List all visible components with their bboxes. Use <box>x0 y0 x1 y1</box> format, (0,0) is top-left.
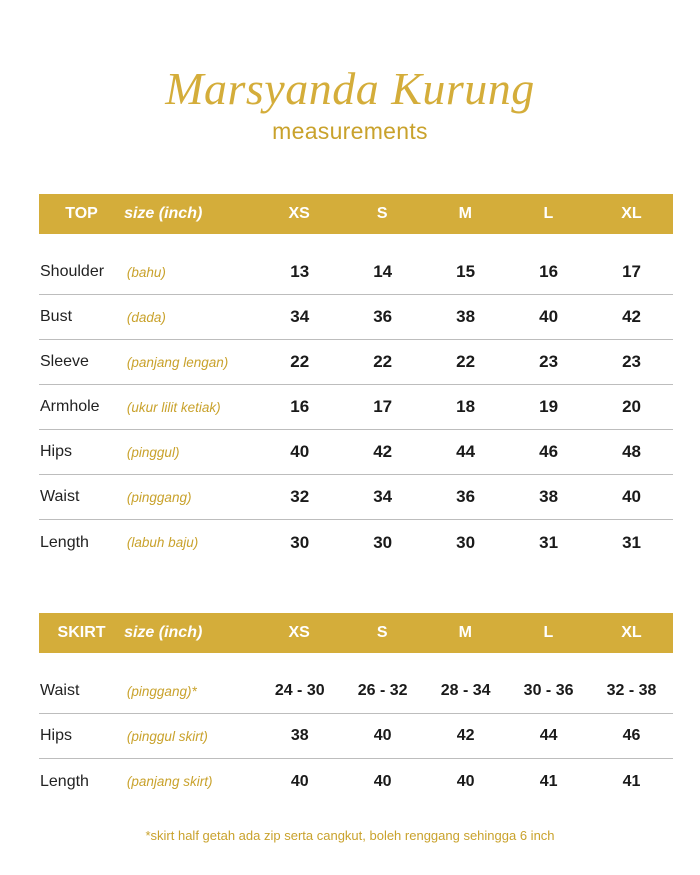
size-value: 40 <box>622 487 641 506</box>
row-note: (panjang skirt) <box>126 774 213 789</box>
row-label: Shoulder <box>40 263 105 280</box>
size-value: 38 <box>456 307 476 326</box>
top-header-size-s: S <box>376 205 388 222</box>
size-value: 28 - 34 <box>440 682 491 699</box>
page-title: Marsyanda Kurung <box>165 63 535 114</box>
size-value: 41 <box>622 772 641 790</box>
row-label: Waist <box>40 488 80 505</box>
size-value: 22 <box>373 352 393 371</box>
size-value: 32 - 38 <box>606 682 657 699</box>
size-value: 36 <box>456 487 476 506</box>
size-value: 42 <box>456 727 475 744</box>
skirt-size-table <box>39 613 673 804</box>
size-value: 40 <box>539 307 559 326</box>
size-value: 17 <box>622 262 641 281</box>
top-header-unit: size (inch) <box>124 205 203 222</box>
size-value: 40 <box>373 727 392 744</box>
size-value: 22 <box>456 352 476 371</box>
skirt-header-size-l: L <box>543 624 554 641</box>
row-label: Length <box>40 772 89 790</box>
size-value: 30 - 36 <box>523 682 574 699</box>
top-header-size-xs: XS <box>288 205 310 222</box>
size-value: 30 <box>290 532 310 552</box>
size-value: 30 <box>456 532 476 552</box>
size-value: 44 <box>456 442 476 461</box>
size-value: 46 <box>622 727 641 744</box>
table-row <box>39 385 673 430</box>
size-value: 22 <box>290 352 310 371</box>
row-note: (labuh baju) <box>126 535 199 550</box>
size-value: 42 <box>373 442 393 461</box>
size-value: 18 <box>456 397 476 416</box>
row-label: Hips <box>40 443 73 460</box>
size-value: 46 <box>539 442 559 461</box>
size-value: 41 <box>539 772 558 790</box>
skirt-table-header <box>39 613 673 653</box>
size-value: 31 <box>539 532 559 552</box>
row-label: Armhole <box>40 398 100 415</box>
size-value: 16 <box>539 262 559 281</box>
size-value: 26 - 32 <box>357 682 408 699</box>
size-value: 32 <box>290 487 310 506</box>
page-subtitle: measurements <box>272 118 428 144</box>
skirt-table-rows <box>39 669 673 804</box>
size-value: 34 <box>290 307 310 326</box>
row-note: (pinggang) <box>126 489 192 505</box>
size-value: 34 <box>373 487 393 506</box>
row-label: Hips <box>40 727 73 744</box>
size-value: 38 <box>539 487 559 506</box>
size-value: 14 <box>373 262 393 281</box>
skirt-header-size-xs: XS <box>288 624 310 641</box>
top-size-table <box>39 194 673 565</box>
top-header-size-m: M <box>458 205 472 222</box>
skirt-header-size-m: M <box>458 624 472 641</box>
row-label: Length <box>40 533 89 551</box>
row-label: Waist <box>40 682 80 699</box>
table-row <box>39 714 673 759</box>
top-table-header <box>39 194 673 234</box>
table-row <box>39 250 673 295</box>
skirt-header-unit: size (inch) <box>124 624 203 641</box>
row-note: (pinggul) <box>126 444 180 460</box>
size-value: 48 <box>622 442 641 461</box>
footnote: *skirt half getah ada zip serta cangkut, boleh renggang sehingga 6 inch <box>145 828 555 843</box>
size-value: 31 <box>622 532 641 552</box>
table-row <box>39 669 673 714</box>
table-row <box>39 759 673 804</box>
row-note: (panjang lengan) <box>126 354 229 370</box>
size-value: 40 <box>290 442 310 461</box>
size-value: 30 <box>373 532 393 552</box>
top-header-size-l: L <box>543 205 554 222</box>
top-header-size-xl: XL <box>621 205 642 222</box>
size-value: 38 <box>290 727 309 744</box>
size-value: 36 <box>373 307 393 326</box>
size-value: 23 <box>622 352 641 371</box>
skirt-header-label: SKIRT <box>57 624 106 641</box>
size-value: 13 <box>290 262 310 281</box>
table-row <box>39 475 673 520</box>
row-note: (bahu) <box>126 264 166 280</box>
size-value: 16 <box>290 397 310 416</box>
table-row <box>39 520 673 565</box>
size-value: 40 <box>290 772 309 790</box>
row-note: (pinggang)* <box>126 683 197 699</box>
size-value: 40 <box>456 772 475 790</box>
top-table-rows <box>39 250 673 565</box>
row-note: (dada) <box>126 309 166 325</box>
size-value: 19 <box>539 397 559 416</box>
size-value: 23 <box>539 352 559 371</box>
size-value: 24 - 30 <box>274 682 325 699</box>
size-value: 15 <box>456 262 476 281</box>
size-value: 40 <box>373 772 392 790</box>
size-value: 20 <box>622 397 641 416</box>
table-row <box>39 340 673 385</box>
skirt-header-size-xl: XL <box>621 624 642 641</box>
size-value: 44 <box>539 727 558 744</box>
table-row <box>39 430 673 475</box>
top-header-label: TOP <box>65 205 98 222</box>
skirt-header-size-s: S <box>376 624 388 641</box>
row-note: (pinggul skirt) <box>126 728 208 744</box>
row-note: (ukur lilit ketiak) <box>126 399 221 415</box>
size-value: 17 <box>373 397 393 416</box>
table-row <box>39 295 673 340</box>
size-value: 42 <box>622 307 641 326</box>
row-label: Sleeve <box>40 353 89 370</box>
row-label: Bust <box>40 308 73 325</box>
